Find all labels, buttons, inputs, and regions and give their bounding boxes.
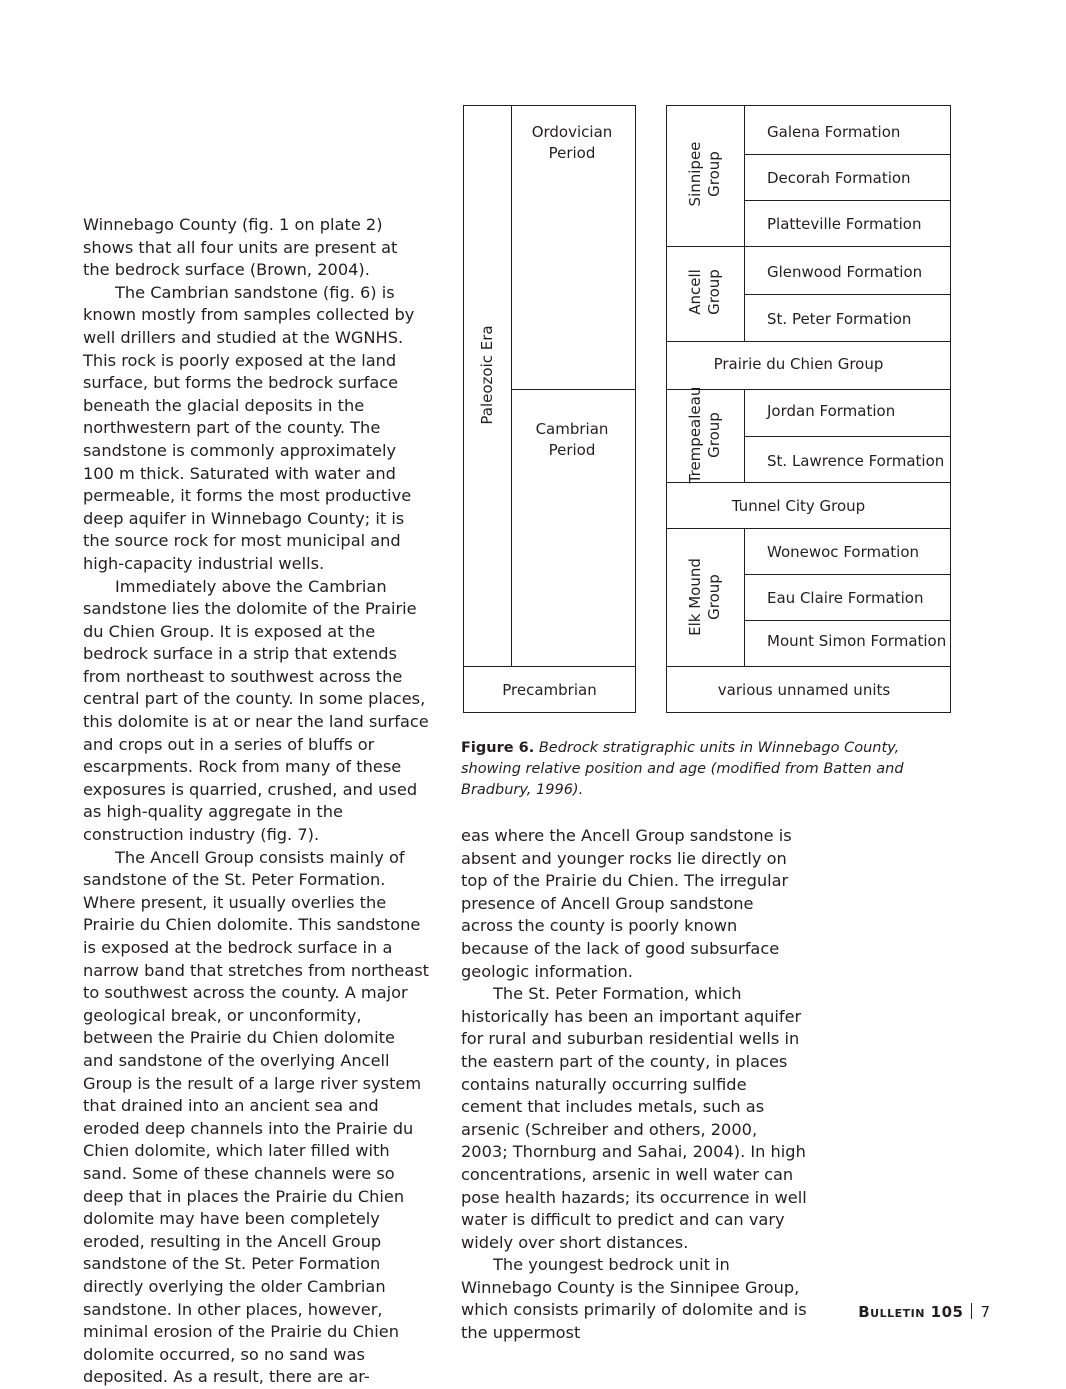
divider	[744, 436, 951, 437]
paragraph: The St. Peter Formation, which historically has been an important aquifer for rural and suburban residential wells in the eastern part of the county, in places contains naturally occurring sulfide cement that includes metals, such as arsenic (Schreiber and others, 2000, 2003; Thornburg and Sahai, 2004). In high concentrations, arsenic in well water can pose health hazards; its occurrence in well water is difficult to predict and can vary widely over short distances.	[461, 984, 807, 1252]
paragraph: Winnebago County (fig. 1 on plate 2) shows that all four units are present at the bedrock surface (Brown, 2004).	[83, 215, 398, 280]
right-text-column	[461, 825, 807, 1345]
paragraph: Immediately above the Cambrian sandstone lies the dolomite of the Prairie du Chien Group. It is exposed at the bedrock surface in a strip that extends from northeast to southwest across the central part of the county. In some places, this dolomite is at or near the land surface and crops out in a series of bluffs or escarpments. Rock from many of these exposures is quarried, crushed, and used as high-quality aggregate in the construction industry (fig. 7).	[83, 576, 429, 845]
unit-glenwood: Glenwood Formation	[767, 263, 923, 281]
divider	[666, 246, 951, 247]
figure-caption	[461, 738, 941, 801]
unit-st-peter: St. Peter Formation	[767, 310, 912, 328]
left-text-column	[83, 214, 429, 1389]
group-sinnipee: Sinnipee Group	[686, 141, 723, 207]
divider	[511, 389, 636, 390]
unit-tunnel-city: Tunnel City Group	[731, 497, 866, 515]
unit-mount-simon: Mount Simon Formation	[767, 632, 947, 650]
publication-name: Bulletin 105	[858, 1303, 964, 1321]
caption-label: Figure 6.	[461, 740, 535, 756]
paragraph: The Ancell Group consists mainly of sandstone of the St. Peter Formation. Where present, it usually overlies the Prairie du Chien dolomite. This sandstone is exposed at the bedrock surface in a narrow band that stretches from northeast to southwest across the county. A major geological break, or unconformity, between the Prairie du Chien dolomite and sandstone of the overlying Ancell Group is the result of a large river system that drained into an ancient sea and eroded deep channels into the Prairie du Chien dolomite, which later filled with sand. Some of these channels were so deep that in places the Prairie du Chien dolomite may have been completely eroded, resulting in the Ancell Group sandstone of the St. Peter Formation directly overlying the older Cambrian sandstone. In other places, however, minimal erosion of the Prairie du Chien dolomite occurred, so no sand was deposited. As a result, there are ar-	[83, 847, 430, 1387]
unit-decorah: Decorah Formation	[767, 169, 911, 187]
unit-eau-claire: Eau Claire Formation	[767, 589, 924, 607]
group-ancell: Ancell Group	[686, 269, 723, 315]
divider	[511, 105, 512, 667]
divider	[744, 154, 951, 155]
divider	[744, 574, 951, 575]
divider	[744, 620, 951, 621]
unit-platteville: Platteville Formation	[767, 215, 922, 233]
unit-wonewoc: Wonewoc Formation	[767, 543, 920, 561]
divider	[666, 666, 951, 667]
divider	[744, 105, 745, 341]
paragraph: The Cambrian sandstone (fig. 6) is known mostly from samples collected by well drillers and studied at the WGNHS. This rock is poorly exposed at the land surface, but forms the bedrock surface beneath the glacial deposits in the northwestern part of the county. The sandstone is commonly approximately 100 m thick. Saturated with water and permeable, it forms the most productive deep aquifer in Winnebago County; it is the source rock for most municipal and high-capacity industrial wells.	[83, 282, 415, 573]
caption-text: Bedrock stratigraphic units in Winnebago County, showing relative position and age (modified from Batten and Bradbury, 1996).	[461, 740, 904, 798]
divider	[744, 200, 951, 201]
era-label: Paleozoic Era	[478, 325, 496, 425]
divider	[744, 294, 951, 295]
period-precambrian: Precambrian	[502, 681, 597, 699]
paragraph: The youngest bedrock unit in Winnebago County is the Sinnipee Group, which consists primarily of dolomite and is the uppermost	[461, 1255, 807, 1343]
unit-st-lawrence: St. Lawrence Formation	[767, 452, 945, 470]
divider	[463, 666, 636, 667]
page-footer	[858, 1302, 990, 1322]
period-ordovician: Ordovician Period	[531, 123, 613, 162]
unit-prairie-du-chien: Prairie du Chien Group	[713, 355, 884, 373]
page-number: 7	[980, 1303, 990, 1321]
unit-jordan: Jordan Formation	[767, 402, 896, 420]
paragraph: eas where the Ancell Group sandstone is absent and younger rocks lie directly on top of the Prairie du Chien. The irregular presence of Ancell Group sandstone across the county is poorly known because of the lack of good subsurface geologic information.	[461, 826, 792, 981]
unit-various: various unnamed units	[717, 681, 891, 699]
period-cambrian: Cambrian Period	[535, 420, 609, 459]
group-elk-mound: Elk Mound Group	[686, 558, 723, 636]
footer-separator	[971, 1303, 972, 1319]
divider	[666, 341, 951, 342]
group-trempealeau: Trempealeau Group	[686, 386, 723, 484]
divider	[666, 528, 951, 529]
divider	[744, 528, 745, 666]
unit-galena: Galena Formation	[767, 123, 901, 141]
